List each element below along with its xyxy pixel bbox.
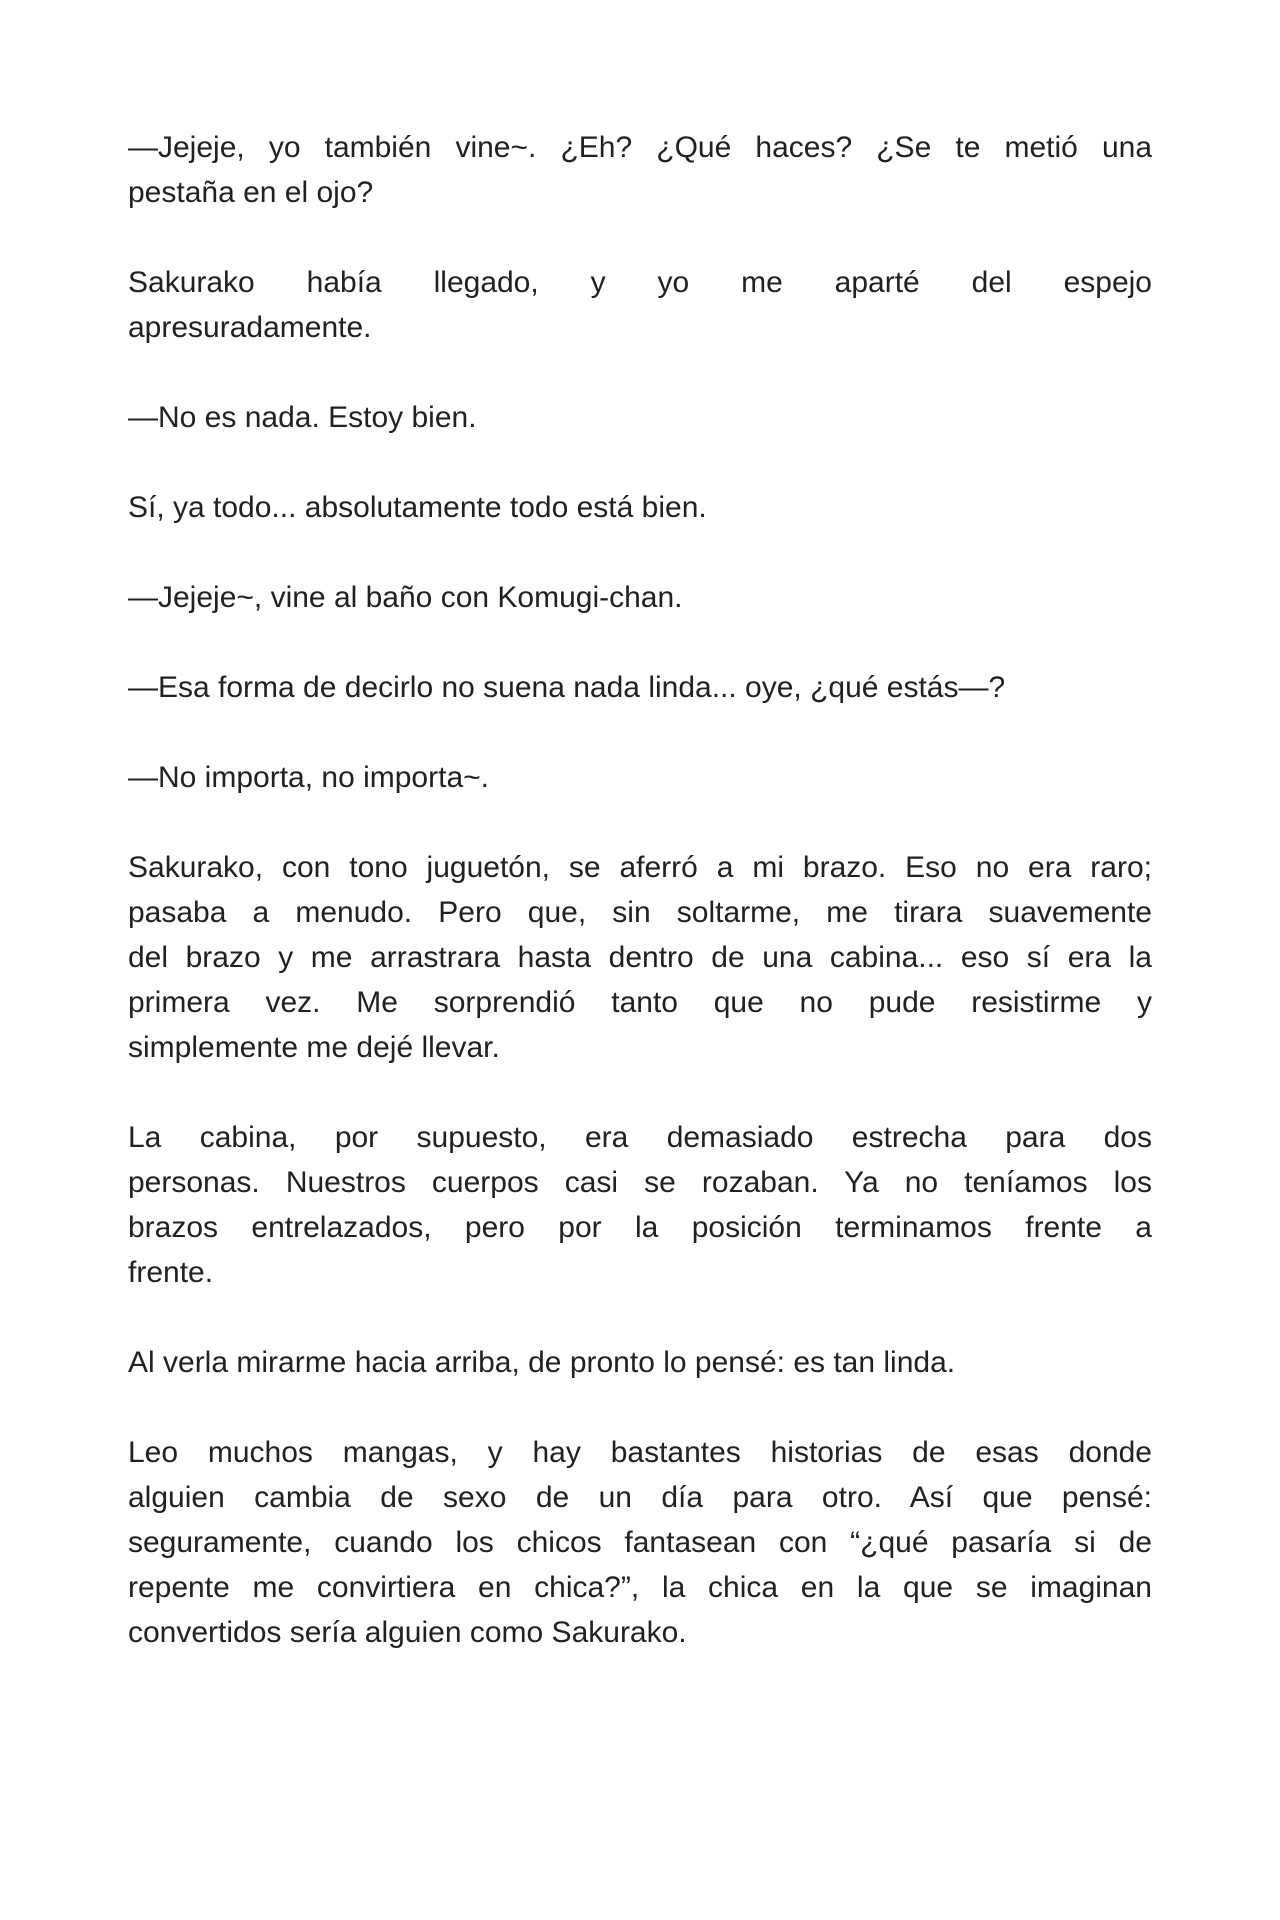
- text-line: pestaña en el ojo?: [128, 176, 374, 209]
- text-line: convertidos sería alguien como Sakurako.: [128, 1616, 687, 1649]
- paragraph: [128, 1115, 1152, 1295]
- paragraph: [128, 665, 1152, 710]
- text-line: —Jejeje, yo también vine~. ¿Eh? ¿Qué haces? ¿Se te metió una: [128, 131, 1152, 164]
- text-line: simplemente me dejé llevar.: [128, 1031, 500, 1064]
- text-line: Sakurako, con tono juguetón, se aferró a mi brazo. Eso no era raro;: [128, 851, 1152, 884]
- text-line: brazos entrelazados, pero por la posición terminamos frente a: [128, 1211, 1152, 1244]
- text-line: —No importa, no importa~.: [128, 761, 489, 794]
- paragraph: [128, 575, 1152, 620]
- text-line: frente.: [128, 1256, 214, 1289]
- paragraph: [128, 395, 1152, 440]
- text-line: apresuradamente.: [128, 311, 372, 344]
- paragraph: [128, 1340, 1152, 1385]
- paragraph: [128, 845, 1152, 1070]
- text-line: primera vez. Me sorprendió tanto que no pude resistirme y: [128, 986, 1152, 1019]
- text-line: alguien cambia de sexo de un día para otro. Así que pensé:: [128, 1481, 1152, 1514]
- text-line: repente me convirtiera en chica?”, la chica en la que se imaginan: [128, 1571, 1152, 1604]
- paragraph: [128, 485, 1152, 530]
- paragraph: [128, 125, 1152, 215]
- text-line: pasaba a menudo. Pero que, sin soltarme, me tirara suavemente: [128, 896, 1152, 929]
- text-line: Sakurako había llegado, y yo me aparté del espejo: [128, 266, 1152, 299]
- text-line: La cabina, por supuesto, era demasiado estrecha para dos: [128, 1121, 1152, 1154]
- paragraph: [128, 1430, 1152, 1655]
- text-line: —Esa forma de decirlo no suena nada linda... oye, ¿qué estás—?: [128, 671, 1006, 704]
- paragraph: [128, 260, 1152, 350]
- text-line: del brazo y me arrastrara hasta dentro de una cabina... eso sí era la: [128, 941, 1152, 974]
- text-line: Al verla mirarme hacia arriba, de pronto lo pensé: es tan linda.: [128, 1346, 956, 1379]
- text-line: Leo muchos mangas, y hay bastantes historias de esas donde: [128, 1436, 1152, 1469]
- text-column: [128, 125, 1152, 1655]
- text-line: seguramente, cuando los chicos fantasean con “¿qué pasaría si de: [128, 1526, 1152, 1559]
- text-line: personas. Nuestros cuerpos casi se rozaban. Ya no teníamos los: [128, 1166, 1152, 1199]
- paragraph: [128, 755, 1152, 800]
- text-line: Sí, ya todo... absolutamente todo está bien.: [128, 491, 707, 524]
- text-line: —No es nada. Estoy bien.: [128, 401, 477, 434]
- text-line: —Jejeje~, vine al baño con Komugi-chan.: [128, 581, 683, 614]
